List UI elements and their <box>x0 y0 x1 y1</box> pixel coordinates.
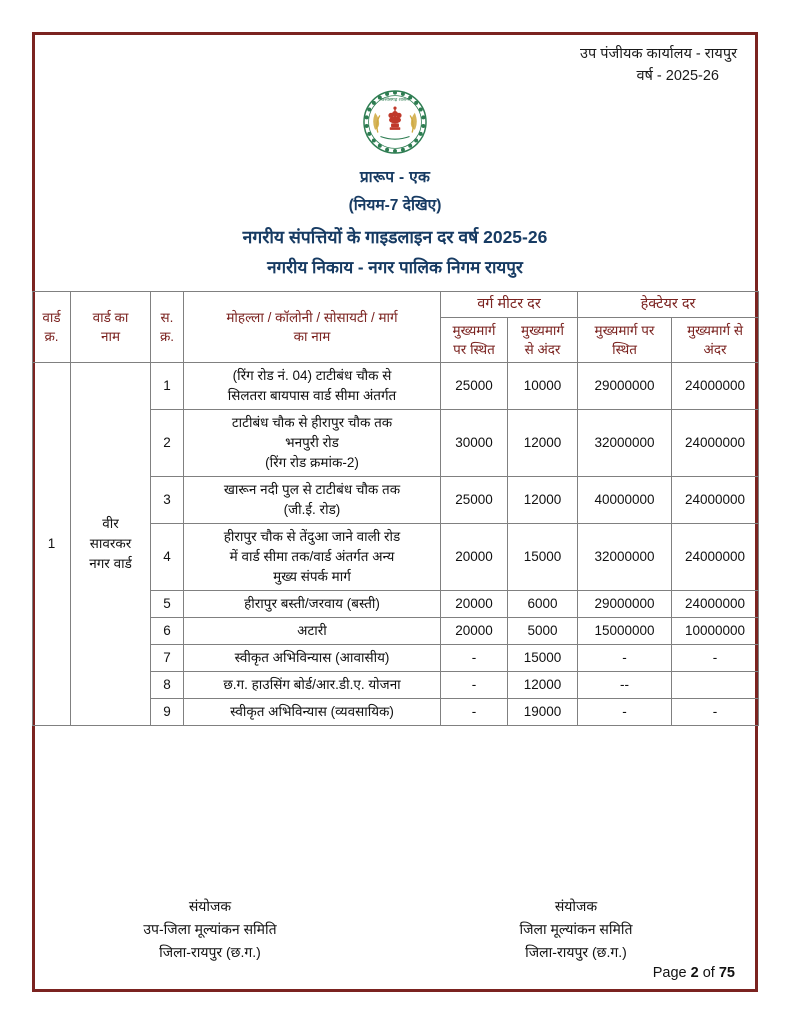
table-head <box>33 292 759 363</box>
cell-hectare-inner: 24000000 <box>672 477 759 524</box>
sqm-inner-line1: मुख्यमार्ग <box>521 323 564 338</box>
col-group-header-hectare: हेक्टेयर दर <box>578 292 759 318</box>
cell-sqm-inner: 5000 <box>508 618 578 645</box>
sqm-main-line2: पर स्थित <box>453 342 495 357</box>
cell-hectare-inner: 24000000 <box>672 591 759 618</box>
page-middle: of <box>702 965 715 981</box>
ward-no-line1: वार्ड <box>42 310 61 325</box>
right-committee: जिला मूल्यांकन समिति <box>519 921 633 937</box>
ward-name-line: सावरकर <box>89 536 132 551</box>
cell-place-name <box>184 699 441 726</box>
page-total: 75 <box>718 965 735 981</box>
sqm-main-line1: मुख्यमार्ग <box>452 323 496 338</box>
place-name-line: में वार्ड सीमा तक/वार्ड अंतर्गत अन्य <box>229 549 395 564</box>
document-page <box>32 32 758 992</box>
guideline-rate-table <box>32 291 759 726</box>
cell-hectare-inner: 24000000 <box>672 363 759 410</box>
cell-hectare-inner: 24000000 <box>672 524 759 591</box>
cell-serial-number: 3 <box>151 477 184 524</box>
ward-name-line2: नाम <box>100 329 121 344</box>
place-name-line: (रिंग रोड क्रमांक-2) <box>265 455 359 470</box>
cell-hectare-inner: - <box>672 699 759 726</box>
cell-hectare-inner: 24000000 <box>672 410 759 477</box>
right-role: संयोजक <box>554 898 598 914</box>
cell-place-name <box>184 591 441 618</box>
place-name-line: सिलतरा बायपास वार्ड सीमा अंतर्गत <box>227 388 397 403</box>
col-header-ward-no <box>33 292 71 363</box>
col-header-hectare-inner <box>672 318 759 363</box>
cell-serial-number: 4 <box>151 524 184 591</box>
sqm-inner-line2: से अंदर <box>524 342 561 357</box>
cell-hectare-mainroad: 29000000 <box>578 363 672 410</box>
place-name-line: भनपुरी रोड <box>285 435 339 450</box>
table-body <box>33 363 759 726</box>
fiscal-year: वर्ष - 2025-26 <box>636 68 719 84</box>
table-row <box>33 363 759 410</box>
right-district: जिला-रायपुर (छ.ग.) <box>525 944 627 960</box>
cell-serial-number: 2 <box>151 410 184 477</box>
page-current: 2 <box>690 965 699 981</box>
place-line1: मोहल्ला / कॉलोनी / सोसायटी / मार्ग <box>226 310 398 325</box>
cell-sqm-inner: 10000 <box>508 363 578 410</box>
cell-serial-number: 8 <box>151 672 184 699</box>
place-name-line: अटारी <box>297 623 327 638</box>
cell-sqm-inner: 15000 <box>508 645 578 672</box>
ward-no-line2: क्र. <box>44 329 59 344</box>
cell-hectare-mainroad: 40000000 <box>578 477 672 524</box>
cell-serial-number: 5 <box>151 591 184 618</box>
cell-hectare-mainroad: 15000000 <box>578 618 672 645</box>
serial-line1: स. <box>160 310 174 325</box>
cell-place-name <box>184 477 441 524</box>
cell-sqm-mainroad: 20000 <box>441 524 508 591</box>
cell-place-name <box>184 524 441 591</box>
ward-name-line1: वार्ड का <box>92 310 129 325</box>
cell-serial-number: 6 <box>151 618 184 645</box>
emblem-container <box>35 89 755 161</box>
cell-place-name <box>184 618 441 645</box>
svg-text:छत्तीसगढ़ शासन: छत्तीसगढ़ शासन <box>381 97 409 103</box>
cell-sqm-mainroad: 25000 <box>441 363 508 410</box>
urban-body-title: नगरीय निकाय - नगर पालिक निगम रायपुर <box>267 258 523 277</box>
cell-place-name <box>184 645 441 672</box>
hec-inner-line2: अंदर <box>703 342 727 357</box>
page-number <box>45 965 741 981</box>
cell-hectare-inner <box>672 672 759 699</box>
col-header-place-name <box>184 292 441 363</box>
office-name: उप पंजीयक कार्यालय - रायपुर <box>580 46 737 62</box>
cell-hectare-mainroad: -- <box>578 672 672 699</box>
cell-sqm-inner: 12000 <box>508 672 578 699</box>
page-prefix: Page <box>652 965 687 981</box>
cell-sqm-inner: 19000 <box>508 699 578 726</box>
hec-main-line2: स्थित <box>612 342 637 357</box>
title-block <box>35 165 755 283</box>
rule-reference: (नियम-7 देखिए) <box>348 197 442 214</box>
place-name-line: मुख्य संपर्क मार्ग <box>273 569 351 584</box>
place-name-line: स्वीकृत अभिविन्यास (आवासीय) <box>234 650 390 665</box>
col-header-ward-name <box>71 292 151 363</box>
left-role: संयोजक <box>188 898 232 914</box>
cell-sqm-mainroad: 20000 <box>441 618 508 645</box>
ward-name-line: वीर <box>102 516 119 531</box>
document-footer <box>35 895 755 981</box>
serial-line2: क्र. <box>159 329 175 344</box>
cell-serial-number: 7 <box>151 645 184 672</box>
place-line2: का नाम <box>293 329 331 344</box>
cell-ward-name <box>71 363 151 726</box>
cell-hectare-mainroad: 32000000 <box>578 410 672 477</box>
col-header-serial-no <box>151 292 184 363</box>
form-title: प्रारूप - एक <box>359 169 431 186</box>
header-row-1 <box>33 292 759 318</box>
place-name-line: (जी.ई. रोड) <box>283 502 341 517</box>
cell-serial-number: 9 <box>151 699 184 726</box>
rate-table-container <box>35 291 755 726</box>
cell-sqm-mainroad: - <box>441 645 508 672</box>
cell-sqm-inner: 15000 <box>508 524 578 591</box>
col-header-sqm-inner <box>508 318 578 363</box>
col-header-sqm-mainroad <box>441 318 508 363</box>
cell-sqm-inner: 12000 <box>508 410 578 477</box>
cell-sqm-mainroad: 20000 <box>441 591 508 618</box>
place-name-line: खारून नदी पुल से टाटीबंध चौक तक <box>223 482 401 497</box>
place-name-line: (रिंग रोड नं. 04) टाटीबंध चौक से <box>232 368 392 383</box>
cell-sqm-mainroad: 25000 <box>441 477 508 524</box>
place-name-line: हीरापुर बस्ती/जरवाय (बस्ती) <box>244 596 380 611</box>
guideline-title: नगरीय संपत्तियों के गाइडलाइन दर वर्ष 2025-26 <box>242 227 548 247</box>
ward-name-line: नगर वार्ड <box>89 556 132 571</box>
cell-place-name <box>184 410 441 477</box>
cell-hectare-inner: - <box>672 645 759 672</box>
cell-hectare-mainroad: - <box>578 699 672 726</box>
left-district: जिला-रायपुर (छ.ग.) <box>159 944 261 960</box>
cell-hectare-inner: 10000000 <box>672 618 759 645</box>
hec-main-line1: मुख्यमार्ग पर <box>594 323 655 338</box>
cell-ward-number: 1 <box>33 363 71 726</box>
cell-serial-number: 1 <box>151 363 184 410</box>
chhattisgarh-emblem-icon <box>362 89 428 160</box>
cell-hectare-mainroad: 32000000 <box>578 524 672 591</box>
place-name-line: छ.ग. हाउसिंग बोर्ड/आर.डी.ए. योजना <box>223 677 401 692</box>
hec-inner-line1: मुख्यमार्ग से <box>687 323 743 338</box>
cell-sqm-inner: 12000 <box>508 477 578 524</box>
place-name-line: स्वीकृत अभिविन्यास (व्यवसायिक) <box>230 704 394 719</box>
place-name-line: टाटीबंध चौक से हीरापुर चौक तक <box>231 415 393 430</box>
place-name-line: हीरापुर चौक से तेंदुआ जाने वाली रोड <box>223 529 401 544</box>
cell-sqm-inner: 6000 <box>508 591 578 618</box>
col-header-hectare-mainroad <box>578 318 672 363</box>
cell-place-name <box>184 672 441 699</box>
footer-right-signature <box>411 895 741 964</box>
cell-place-name <box>184 363 441 410</box>
footer-left-signature <box>45 895 375 964</box>
cell-hectare-mainroad: - <box>578 645 672 672</box>
document-header <box>35 35 755 87</box>
cell-sqm-mainroad: - <box>441 672 508 699</box>
cell-hectare-mainroad: 29000000 <box>578 591 672 618</box>
cell-sqm-mainroad: - <box>441 699 508 726</box>
col-group-header-sqm: वर्ग मीटर दर <box>441 292 578 318</box>
left-committee: उप-जिला मूल्यांकन समिति <box>143 921 277 937</box>
cell-sqm-mainroad: 30000 <box>441 410 508 477</box>
